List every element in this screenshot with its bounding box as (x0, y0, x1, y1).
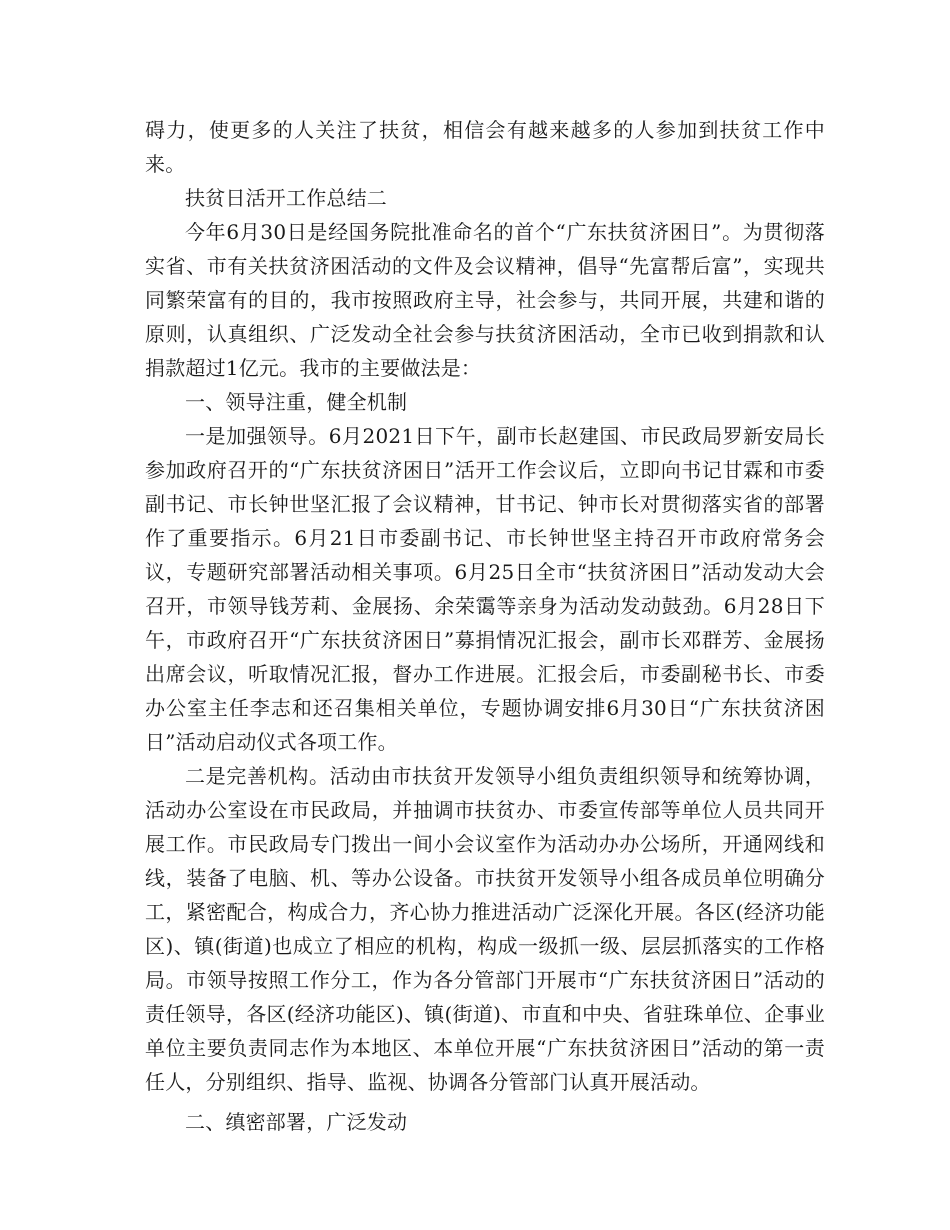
section-heading-one: 一、领导注重，健全机制 (185, 390, 408, 414)
document-body (145, 113, 825, 1139)
intro-paragraph: 今年6月30日是经国务院批准命名的首个“广东扶贫济困日”。为贯彻落实省、市有关扶贫济困活动的文件及会议精神，倡导“先富帮后富”，实现共同繁荣富有的目的，我市按照政府主导，社会参与，共同开展，共建和谐的原则，认真组织、广泛发动全社会参与扶贫济困活动，全市已收到捐款和认捐款超过1亿元。我市的主要做法是： (145, 220, 825, 380)
organization-paragraph: 二是完善机构。活动由市扶贫开发领导小组负责组织领导和统筹协调，活动办公室设在市民政局，并抽调市扶贫办、市委宣传部等单位人员共同开展工作。市民政局专门拨出一间小会议室作为活动办办公场所，开通网线和线，装备了电脑、机、等办公设备。市扶贫开发领导小组各成员单位明确分工，紧密配合，构成合力，齐心协力推进活动广泛深化开展。各区(经济功能区)、镇(街道)也成立了相应的机构，构成一级抓一级、层层抓落实的工作格局。市领导按照工作分工，作为各分管部门开展市“广东扶贫济困日”活动的责任领导，各区(经济功能区)、镇(街道)、市直和中央、省驻珠单位、企事业单位主要负责同志作为本地区、本单位开展“广东扶贫济困日”活动的第一责任人，分别组织、指导、监视、协调各分管部门认真开展活动。 (145, 764, 825, 1094)
section-heading-two: 二、缜密部署，广泛发动 (185, 1110, 408, 1134)
leadership-paragraph: 一是加强领导。6月2021日下午，副市长赵建国、市民政局罗新安局长参加政府召开的“广东扶贫济困日”活开工作会议后，立即向书记甘霖和市委副书记、市长钟世坚汇报了会议精神，甘书记、钟市长对贯彻落实省的部署作了重要指示。6月21日市委副书记、市长钟世坚主持召开市政府常务会议，专题研究部署活动相关事项。6月25日全市“扶贫济困日”活动发动大会召开，市领导钱芳莉、金展扬、余荣霭等亲身为活动发动鼓劲。6月28日下午，市政府召开“广东扶贫济困日”募捐情况汇报会，副市长邓群芳、金展扬出席会议，听取情况汇报，督办工作进展。汇报会后，市委副秘书长、市委办公室主任李志和还召集相关单位，专题协调安排6月30日“广东扶贫济困日”活动启动仪式各项工作。 (145, 424, 825, 754)
section-subtitle: 扶贫日活开工作总结二 (185, 186, 387, 210)
continuation-paragraph: 碍力，使更多的人关注了扶贫，相信会有越来越多的人参加到扶贫工作中来。 (145, 118, 825, 176)
